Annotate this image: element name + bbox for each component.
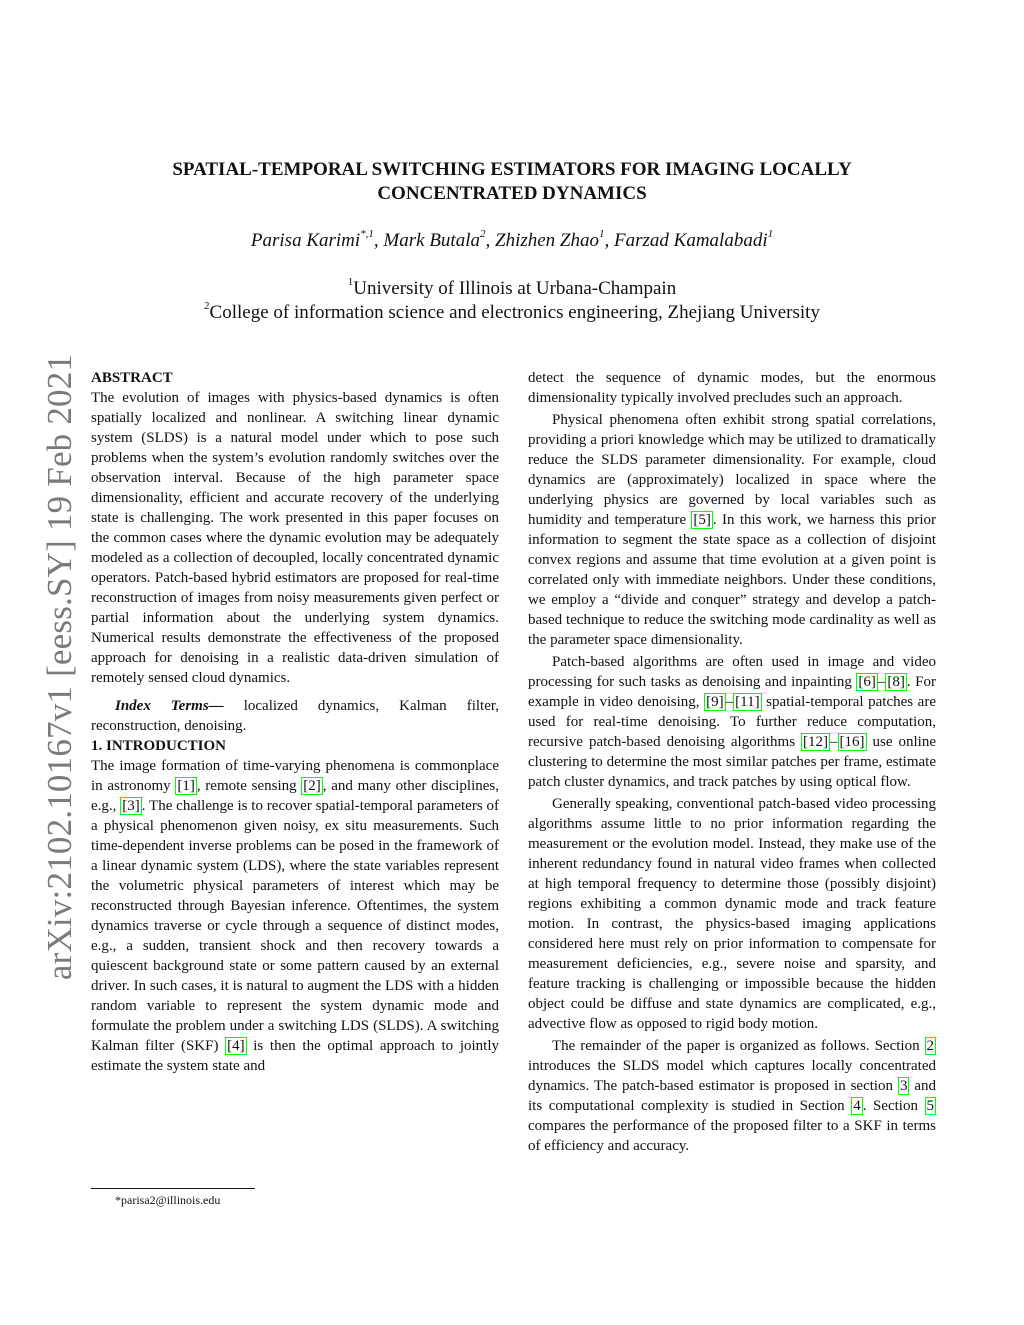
footnote-rule (91, 1188, 255, 1189)
intro-p2-text-2: . In this work, we harness this prior information to segment the state space as a collection of disjoint convex regions and assume that time evolution at a given point is correlated only with immediate neighbors. Under these conditions, we employ a “divide and conquer” strategy and develop a patch-based technique to reduce the switching mode cardinality as well as the parameter space dimensionality. (528, 512, 936, 648)
section-link[interactable]: 4 (853, 1098, 861, 1114)
section-link[interactable]: 5 (926, 1098, 934, 1114)
section-link[interactable]: 3 (899, 1078, 908, 1094)
intro-p1-text-3: , and many other disciplines, e.g., (91, 778, 499, 814)
intro-paragraph-5 (528, 1036, 936, 1156)
arxiv-identifier: arXiv:2102.10167v1 [eess.SY] 19 Feb 2021 (40, 353, 79, 981)
citation-link[interactable]: [2] (303, 778, 321, 794)
intro-paragraph-1 (91, 756, 499, 1076)
left-column (91, 368, 499, 1076)
affiliation-2-text: College of information science and electronics engineering, Zhejiang University (209, 302, 820, 323)
intro-paragraph-1-continued: detect the sequence of dynamic modes, but the enormous dimensionality typically involved precludes such an approach. (528, 370, 936, 406)
citation-link[interactable]: [11] (735, 694, 760, 710)
arxiv-side-label (38, 352, 82, 982)
intro-p3-text-1: Patch-based algorithms are often used in image and video processing for such tasks as denoising and inpainting (528, 654, 936, 690)
citation-link[interactable]: [4] (227, 1038, 245, 1054)
citation-range-dash: – (830, 734, 838, 750)
abstract-text: The evolution of images with physics-based dynamics is often spatially localized and nonlinear. A switching linear dynamic system (SLDS) is a natural model under which to pose such problems when the system’s evolution randomly switches over the observation interval. Because of the high parameter space dimensionality, efficient and accurate recovery of the underlying state is challenging. The work presented in this paper focuses on the common cases where the dynamic evolution may be adequately modeled as a collection of decoupled, locally concentrated dynamic operators. Patch-based hybrid estimators are proposed for real-time reconstruction of images from noisy measurements given perfect or partial information about the underlying system dynamics. Numerical results demonstrate the effectiveness of the proposed approach for denoising in a realistic data-driven simulation of remotely sensed cloud dynamics. (91, 390, 499, 686)
intro-paragraph-2 (528, 410, 936, 650)
right-column (528, 368, 936, 1156)
author-4: Farzad Kamalabadi (614, 230, 768, 251)
intro-p5-text-3: and its computational complexity is studied in Section (528, 1078, 936, 1114)
citation-link[interactable]: [1] (177, 778, 195, 794)
author-2: Mark Butala (383, 230, 480, 251)
index-terms (91, 696, 499, 736)
intro-p1-text-4: . The challenge is to recover spatial-temporal parameters of a physical phenomenon given noisy, ex situ measurements. Such time-dependent inverse problems can be posed in the framework of a linear dynamic system (LDS), where the state variables represent the volumetric physical parameters of interest which may be reconstructed through Bayesian inference. Oftentimes, the system dynamics traverse or cycle through a sequence of distinct modes, e.g., a sudden, transient shock and then recovery towards a quiescent background state or some pattern caused by an external driver. In such cases, it is natural to augment the LDS with a hidden random variable to represent the system dynamic mode and formulate the problem under a switching LDS (SLDS). A switching Kalman filter (SKF) (91, 798, 499, 1054)
citation-link[interactable]: [9] (706, 694, 724, 710)
affiliation-1-marker: 1 (347, 275, 354, 288)
author-list: Parisa Karimi$^{*,1}$, Mark Butala$^2$, Zhizhen Zhao$^1$, Farzad Kamalabadi$^1$ (250, 227, 774, 251)
index-terms-text: localized dynamics, Kalman filter, reconstruction, denoising. (91, 698, 500, 734)
intro-p5-text-1: The remainder of the paper is organized as follows. Section (552, 1038, 925, 1054)
citation-link[interactable]: [12] (803, 734, 829, 750)
author-3-marker: 1 (599, 227, 605, 240)
title-line-1: SPATIAL-TEMPORAL SWITCHING ESTIMATORS FOR IMAGING LOCALLY (172, 159, 852, 180)
citation-link[interactable]: [6] (858, 674, 876, 690)
paper-title (120, 158, 904, 206)
citation-link[interactable]: [8] (887, 674, 905, 690)
citation-range-dash: – (725, 694, 734, 710)
intro-p1-text-1: The image formation of time-varying phenomena is commonplace in astronomy (91, 758, 499, 794)
intro-p1-text-5: is then the optimal approach to jointly estimate the system state and (91, 1038, 499, 1074)
citation-link[interactable]: [5] (693, 512, 711, 528)
affiliation-2-marker: 2 (204, 299, 210, 312)
intro-p5-text-4: . Section (862, 1098, 925, 1114)
citation-link[interactable]: [3] (122, 798, 140, 814)
intro-p3-text-3: spatial-temporal patches are used for real-time denoising. To further reduce computation, recursive patch-based denoising algorithms (528, 694, 936, 750)
intro-p3-text-2: . For example in video denoising, (528, 674, 937, 710)
intro-p5-text-5: compares the performance of the proposed filter to a SKF in terms of efficiency and accuracy. (528, 1118, 936, 1154)
author-1: Parisa Karimi (250, 230, 361, 251)
author-3: Zhizhen Zhao (495, 230, 599, 251)
intro-p2-text-1: Physical phenomena often exhibit strong spatial correlations, providing a priori knowledge which may be utilized to dramatically reduce the SLDS parameter dimensionality. For example, cloud dynamics are (approximately) localized in space where the underlying physics are governed by local variables such as humidity and temperature (528, 412, 936, 528)
abstract-heading: ABSTRACT (91, 370, 173, 386)
footnote-email: *parisa2@illinois.edu (115, 1193, 221, 1207)
citation-link[interactable]: [16] (839, 734, 865, 750)
intro-p3-text-4: use online clustering to determine the most similar patches per frame, estimate patch cluster dynamics, and track patches by using optical flow. (528, 734, 936, 790)
author-2-marker: 2 (480, 227, 486, 240)
intro-paragraph-3 (528, 652, 936, 792)
introduction-heading: 1. INTRODUCTION (91, 738, 227, 754)
affiliation-1-text: University of Illinois at Urbana-Champain (353, 278, 677, 299)
index-terms-label: Index Terms— (115, 698, 224, 714)
author-4-marker: 1 (767, 227, 774, 240)
intro-p1-text-2: , remote sensing (196, 778, 302, 794)
author-1-marker: *,1 (360, 227, 374, 240)
affiliation-1 (100, 275, 924, 300)
section-link[interactable]: 2 (926, 1038, 934, 1054)
intro-p5-text-2: introduces the SLDS model which captures locally concentrated dynamics. The patch-based estimator is proposed in section (528, 1058, 936, 1094)
citation-range-dash: – (877, 674, 886, 690)
intro-paragraph-4: Generally speaking, conventional patch-based video processing algorithms assume little to no prior information regarding the measurement or the evolution model. Instead, they make use of the inherent redundancy found in natural video frames when collected at high temporal frequency to determine those (possibly disjoint) regions exhibiting a common dynamic mode and track feature motion. In contrast, the physics-based imaging applications considered here must rely on prior information to compensate for measurement deficiencies, e.g., severe noise and sparsity, and feature tracking is challenging or impossible because the hidden object could be diffuse and state dynamics are complicated, e.g., advective flow as opposed to rigid body motion. (528, 796, 936, 1032)
affiliation-2 (100, 299, 924, 324)
title-line-2: CONCENTRATED DYNAMICS (377, 183, 647, 204)
